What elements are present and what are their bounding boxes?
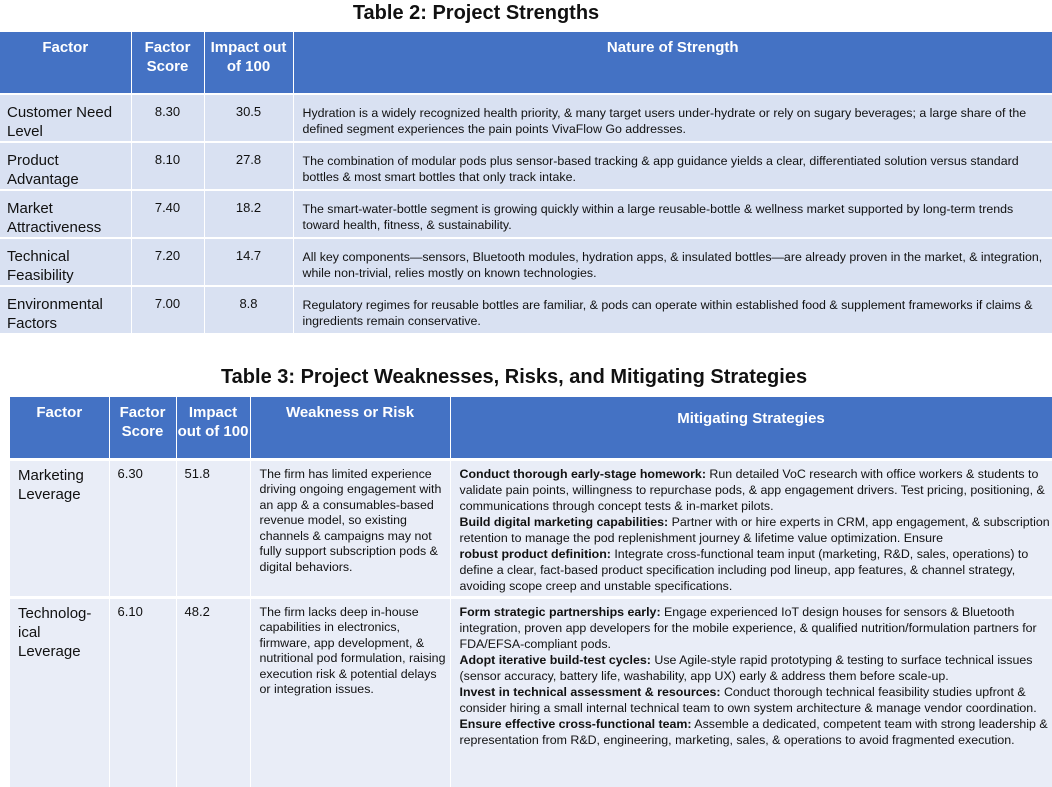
strategy-text: Run detailed VoC research with office workers & students to validate pain points, willingness to repurchase pods, & app engagement drivers. Test pricing, positioning, & communications through concept tests & in-market pilots. xyxy=(459,466,1045,513)
score-cell: 8.10 xyxy=(131,142,204,190)
score-cell: 7.40 xyxy=(131,190,204,238)
strategy-lead: Build digital marketing capabilities: xyxy=(459,514,669,529)
table-row xyxy=(0,94,1052,142)
table-row xyxy=(10,597,1052,787)
header-mitigating-strategies: Mitigating Strategies xyxy=(450,397,1052,459)
strategy-lead: Form strategic partnerships early: xyxy=(459,604,661,619)
impact-cell: 30.5 xyxy=(204,94,293,142)
header-nature-of-strength: Nature of Strength xyxy=(293,32,1052,94)
impact-cell: 14.7 xyxy=(204,238,293,286)
table3-title: Table 3: Project Weaknesses, Risks, and Mitigating Strategies xyxy=(220,366,808,388)
strength-cell: The combination of modular pods plus sensor-based tracking & app guidance yields a clear, differentiated solution versus standard bottles & most smart bottles that only track intake. xyxy=(293,142,1052,190)
header-factor-score: Factor Score xyxy=(109,397,176,459)
factor-cell: Technical Feasibility xyxy=(0,238,131,286)
impact-cell: 8.8 xyxy=(204,286,293,333)
strategy-text: Assemble a dedicated, competent team with strong leadership & representation from R&D, engineering, marketing, sales, & operations to avoid fragmented execution. xyxy=(459,716,1048,747)
strengths-table xyxy=(0,32,1052,333)
strategy-lead: robust product definition: xyxy=(459,546,611,561)
strategy-lead: Conduct thorough early-stage homework: xyxy=(459,466,706,481)
impact-cell: 48.2 xyxy=(176,597,250,787)
table-row xyxy=(0,238,1052,286)
header-factor: Factor xyxy=(10,397,109,459)
table-row xyxy=(0,190,1052,238)
strategy-text: Partner with or hire experts in CRM, app engagement, & subscription retention to manage the pod replenishment journey & lifetime value optimization. Ensure xyxy=(459,514,1050,545)
score-cell: 7.20 xyxy=(131,238,204,286)
strategy-lead: Invest in technical assessment & resources: xyxy=(459,684,721,699)
header-factor-score: Factor Score xyxy=(131,32,204,94)
factor-cell: Environmental Factors xyxy=(0,286,131,333)
strength-cell: Hydration is a widely recognized health priority, & many target users under-hydrate or rely on sugary beverages; a large share of the defined segment experiences the pain points VivaFlow Go addresses. xyxy=(293,94,1052,142)
impact-cell: 27.8 xyxy=(204,142,293,190)
mitigation-cell xyxy=(450,597,1052,787)
header-impact: Impact out of 100 xyxy=(176,397,250,459)
impact-cell: 18.2 xyxy=(204,190,293,238)
weakness-cell: The firm has limited experience driving ongoing engagement with an app & a consumables-based revenue model, so existing channels & campaigns may not fully support subscription pods & digital behaviors. xyxy=(250,459,450,597)
weakness-cell: The firm lacks deep in-house capabilities in electronics, firmware, app development, & nutritional pod formulation, raising execution risk & potential delays or integration issues. xyxy=(250,597,450,787)
table-row xyxy=(0,142,1052,190)
score-cell: 6.10 xyxy=(109,597,176,787)
weaknesses-table xyxy=(10,397,1052,787)
strength-cell: The smart-water-bottle segment is growing quickly within a large reusable-bottle & wellness market supported by long-term trends toward health, fitness, & sustainability. xyxy=(293,190,1052,238)
table-row xyxy=(10,459,1052,597)
score-cell: 8.30 xyxy=(131,94,204,142)
factor-cell: Marketing Leverage xyxy=(10,459,109,597)
header-factor: Factor xyxy=(0,32,131,94)
score-cell: 6.30 xyxy=(109,459,176,597)
impact-cell: 51.8 xyxy=(176,459,250,597)
strategy-text: Engage experienced IoT design houses for sensors & Bluetooth integration, proven app developers for the mobile experience, & qualified nutrition/formulation partners for FDA/EFSA-compliant pods. xyxy=(459,604,1037,651)
factor-cell: Technolog-ical Leverage xyxy=(10,597,109,787)
strategy-lead: Adopt iterative build-test cycles: xyxy=(459,652,651,667)
score-cell: 7.00 xyxy=(131,286,204,333)
mitigation-cell xyxy=(450,459,1052,597)
strength-cell: Regulatory regimes for reusable bottles are familiar, & pods can operate within established food & supplement frameworks if claims & ingredients remain conservative. xyxy=(293,286,1052,333)
header-impact: Impact out of 100 xyxy=(204,32,293,94)
strategy-text: Integrate cross-functional team input (marketing, R&D, sales, operations) to define a clear, fact-based product specification including pod lineup, app features, & channel strategy, avoiding scope creep and unstable specifications. xyxy=(459,546,1029,593)
table-row xyxy=(0,286,1052,333)
factor-cell: Product Advantage xyxy=(0,142,131,190)
header-weakness-or-risk: Weakness or Risk xyxy=(250,397,450,459)
strategy-text: Conduct thorough technical feasibility studies upfront & consider hiring a small internal technical team to own system architecture & manage vendor coordination. xyxy=(459,684,1037,715)
strategy-text: Use Agile-style rapid prototyping & testing to surface technical issues (sensor accuracy, battery life, washability, app UX) early & address them before scale-up. xyxy=(459,652,1033,683)
strategy-lead: Ensure effective cross-functional team: xyxy=(459,716,692,731)
strength-cell: All key components—sensors, Bluetooth modules, hydration apps, & insulated bottles—are already proven in the market, & integration, while non-trivial, relies mostly on known technologies. xyxy=(293,238,1052,286)
table2-title: Table 2: Project Strengths xyxy=(352,2,600,24)
factor-cell: Customer Need Level xyxy=(0,94,131,142)
factor-cell: Market Attractiveness xyxy=(0,190,131,238)
